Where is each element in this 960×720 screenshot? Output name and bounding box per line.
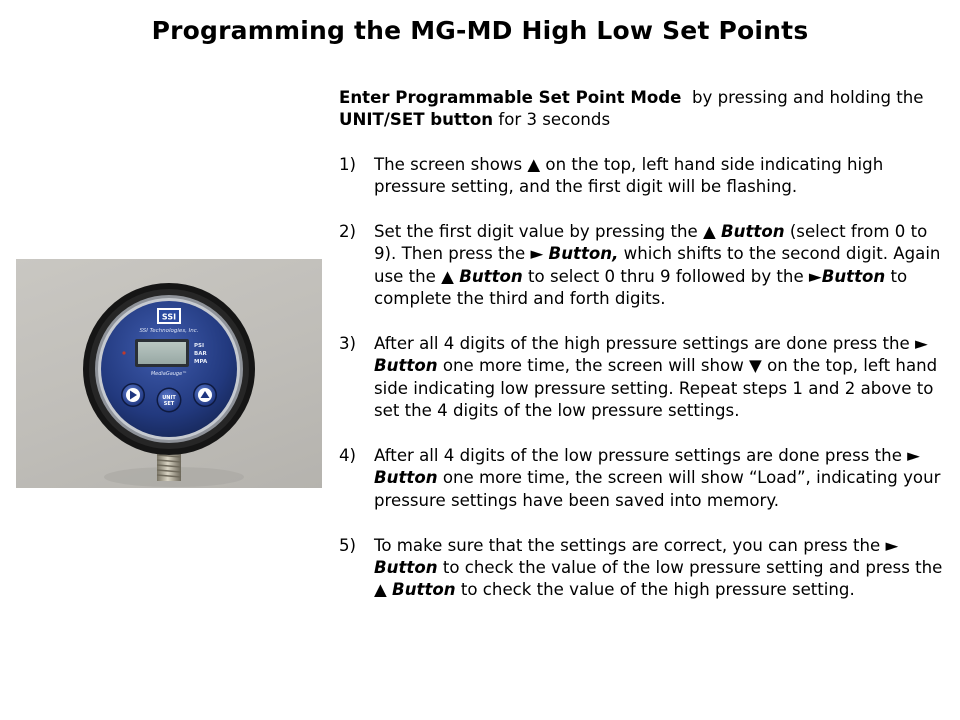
step-number: 5) [339, 535, 357, 555]
page-title: Programming the MG-MD High Low Set Points [151, 16, 809, 45]
button-keyword: Button, [548, 244, 619, 264]
button-keyword: Button [374, 468, 438, 488]
button-keyword: Button [821, 266, 886, 286]
svg-text:SSI: SSI [161, 312, 177, 322]
step-number: 2) [339, 222, 357, 242]
step-text: After all 4 digits of the low pressure settings are done press the ► Button one more time, the screen will show “Load”, indicating your pressure settings have been saved into memory. [374, 446, 941, 510]
pressure-gauge-photo [16, 259, 322, 488]
svg-text:SET: SET [163, 401, 175, 407]
button-keyword: Button [374, 356, 438, 376]
step-3 [339, 333, 949, 423]
lcd-screen [138, 342, 186, 364]
step-text: After all 4 digits of the high pressure settings are done press the ► Button one more time, the screen will show ▼ on the top, left hand side indicating low pressure setting. Repeat steps 1 and 2 above to set the 4 digits of the low pressure settings. [374, 334, 938, 421]
button-keyword: Button [392, 580, 456, 600]
intro-button-name: UNIT/SET button [339, 110, 494, 130]
step-1 [339, 154, 949, 199]
unit-bar-label: BAR [194, 351, 207, 357]
right-arrow-button [121, 383, 145, 407]
step-number: 4) [339, 446, 357, 466]
button-keyword: Button [459, 266, 523, 286]
step-number: 1) [339, 154, 357, 174]
unit-psi-label: PSI [194, 343, 205, 349]
up-arrow-button [193, 383, 217, 407]
unit-mpa-label: MPA [194, 359, 208, 365]
intro-text-1: by pressing and holding the [681, 88, 929, 107]
ssi-logo [157, 308, 181, 324]
status-led [122, 351, 125, 354]
step-4 [339, 445, 949, 512]
step-text: The screen shows ▲ on the top, left hand side indicating high pressure setting, and the first digit will be flashing. [374, 154, 884, 197]
unit-set-button [157, 388, 182, 413]
button-keyword: Button [721, 222, 785, 242]
button-keyword: Button [374, 558, 438, 578]
step-text: Set the first digit value by pressing the ▲ Button (select from 0 to 9). Then press the ► Button, which shifts to the second digit. Again use the ▲ Button to select 0 thru 9 followed by the ►Button to complete the third and forth digits. [374, 222, 941, 309]
step-2 [339, 221, 949, 311]
instructions [339, 87, 949, 624]
intro-mode-name: Enter Programmable Set Point Mode [339, 88, 682, 107]
step-number: 3) [339, 334, 357, 354]
intro-paragraph [339, 87, 949, 132]
svg-text:UNIT: UNIT [162, 395, 176, 401]
model-label: MediaGauge™ [150, 371, 188, 377]
step-text: To make sure that the settings are correct, you can press the ► Button to check the value of the low pressure setting and press the ▲ Button to check the value of the high pressure setting. [374, 535, 943, 600]
step-5 [339, 535, 949, 602]
company-label: SSI Technologies, Inc. [139, 328, 199, 334]
intro-text-2: for 3 seconds [493, 110, 611, 130]
